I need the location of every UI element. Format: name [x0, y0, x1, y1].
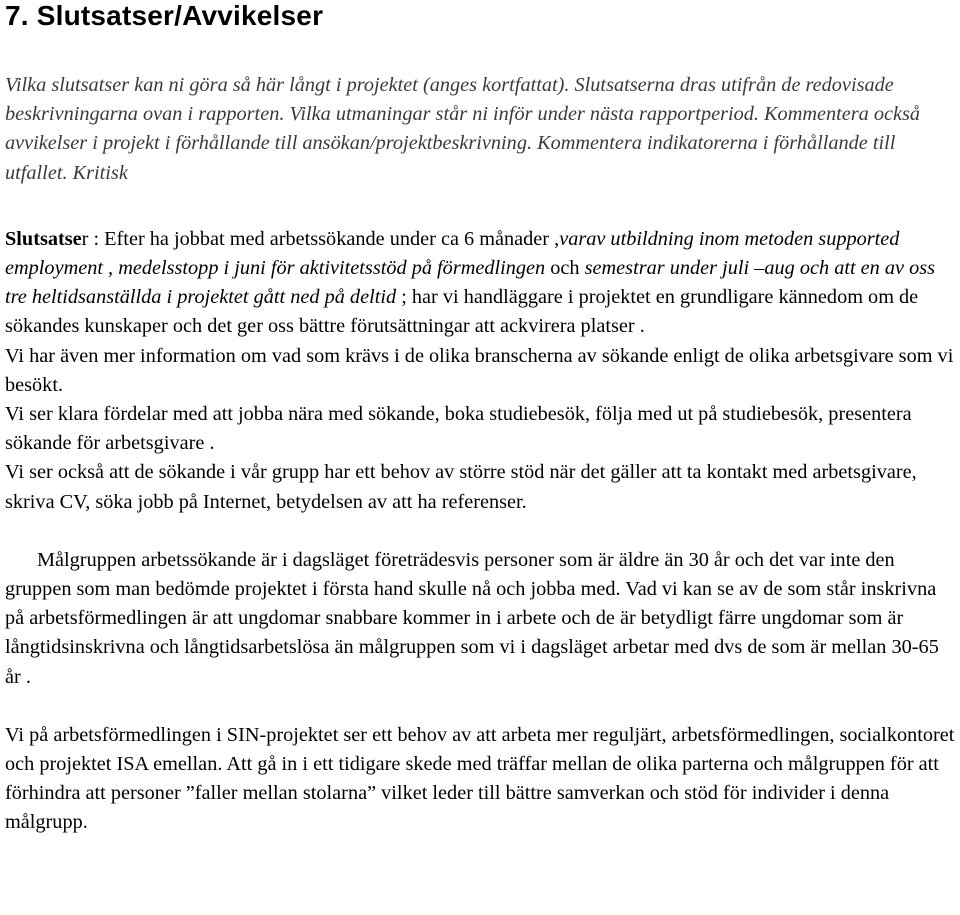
closing-paragraph: Vi på arbetsförmedlingen i SIN-projektet ser ett behov av att arbeta mer reguljärt, arbetsförmedlingen, socialkontoret och projektet ISA emellan. Att gå in i ett tidigare skede med träffar mellan de olika parterna och målgruppen för att förhindra att personer ”faller mellan stolarna” vilket leder till bättre samverkan och stöd för individer i denna målgrupp. — [5, 723, 955, 834]
instructions-text: Vilka slutsatser kan ni göra så här långt i projektet (anges kortfattat). Slutsatserna dras utifrån de redovisade beskrivningarna ovan i rapporten. Vilka utmaningar står ni inför under nästa rapportperiod. Kommentera också avvikelser i projekt i förhållande till ansökan/projektbeskrivning. Kommentera indikatorerna i förhållande till utfallet. Kritisk — [5, 74, 921, 184]
section-heading: 7. Slutsatser/Avvikelser — [5, 0, 324, 31]
conclusions-paragraph — [5, 225, 955, 342]
conclusions-italic-2: semestrar under juli –aug och att en av oss tre heltidsanställda i projektet gått ned på deltid — [5, 257, 936, 309]
paragraph-gap — [5, 692, 955, 721]
conclusions-advantages-paragraph: Vi ser klara fördelar med att jobba nära med sökande, boka studiebesök, följa med ut på studiebesök, presentera sökande för arbetsgivare . — [5, 403, 912, 455]
paragraph-gap — [5, 517, 955, 546]
target-group-text: Målgruppen arbetssökande är i dagsläget företrädesvis personer som är äldre än 30 år och det var inte den gruppen som man bedömde projektet i första hand skulle nå och jobba med. Vad vi kan se av de som står inskrivna på arbetsförmedlingen är att ungdomar snabbare kommer in i arbete och de är betydligt färre ungdomar som är långtidsinskrivna och långtidsarbetslösa än målgruppen som vi i dagsläget arbetar med dvs de som är mellan 30-65 år . — [5, 548, 939, 688]
conclusions-connector: och — [545, 257, 585, 280]
conclusions-info-paragraph: Vi har även mer information om vad som krävs i de olika branscherna av sökande enligt de olika arbetsgivare som vi besökt. — [5, 344, 954, 396]
conclusions-needs-paragraph: Vi ser också att de sökande i vår grupp har ett behov av större stöd när det gäller att ta kontakt med arbetsgivare, skriva CV, söka jobb på Internet, betydelsen av att ha referenser. — [5, 461, 917, 513]
conclusions-intro: r : Efter ha jobbat med arbetssökande under ca 6 månader , — [81, 227, 560, 250]
document-page — [5, 0, 955, 838]
conclusions-italic-1: varav utbildning inom metoden supported employment , medelsstopp i juni för aktivitetsstöd på förmedlingen — [5, 227, 900, 280]
target-group-paragraph — [5, 546, 955, 692]
conclusions-label: Slutsatse — [5, 227, 82, 250]
conclusions-rest: ; har vi handläggare i projektet en grundligare kännedom om de sökandes kunskaper och det ger oss bättre förutsättningar att ackvirera platser . — [5, 286, 919, 338]
conclusions-section — [5, 225, 955, 517]
